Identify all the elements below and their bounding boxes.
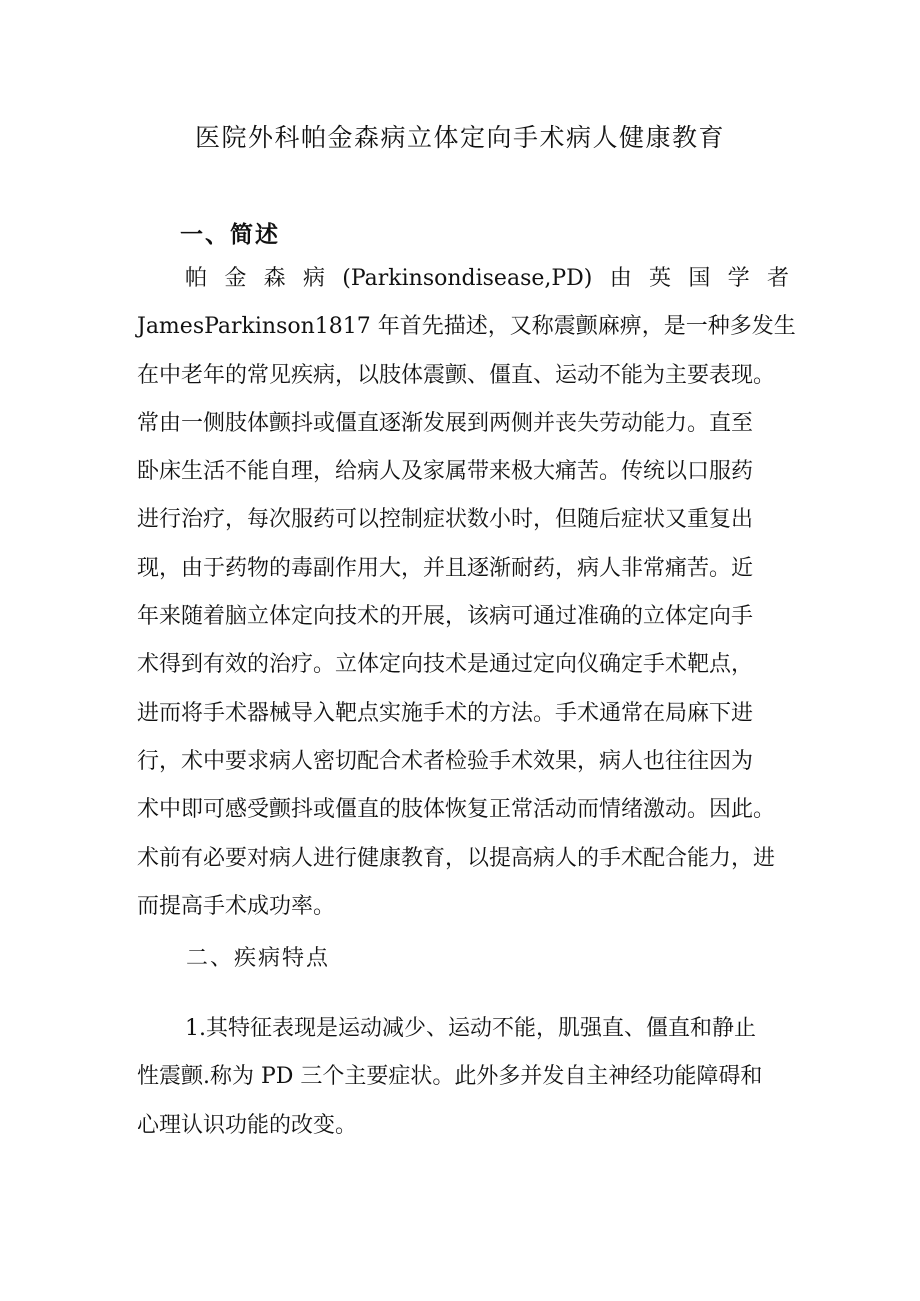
word: 国 — [688, 266, 711, 291]
overview-paragraph — [137, 255, 796, 931]
disease-features-paragraph — [137, 1005, 789, 1150]
paragraph-line: 进行治疗，每次服药可以控制症状数小时，但随后症状又重复出 — [137, 507, 754, 533]
paragraph-line: 年来随着脑立体定向技术的开展，该病可通过准确的立体定向手 — [137, 604, 754, 630]
paragraph-line: JamesParkinson1817 年首先描述，又称震颤麻痹，是一种多发生 — [137, 314, 796, 340]
word: 病 — [302, 266, 325, 291]
document-title: 医院外科帕金森病立体定向手术病人健康教育 — [194, 123, 725, 152]
paragraph-line: 术得到有效的治疗。立体定向技术是通过定向仪确定手术靶点， — [137, 652, 754, 678]
section-heading-overview: 一、简述 — [180, 222, 280, 248]
paragraph-line: 心理认识功能的改变。 — [137, 1112, 358, 1138]
paragraph-line: 术中即可感受颤抖或僵直的肢体恢复正常活动而情绪激动。因此。 — [137, 797, 776, 823]
paragraph-line: 在中老年的常见疾病，以肢体震颤、僵直、运动不能为主要表现。 — [137, 362, 776, 388]
paragraph-line: 而提高手术成功率。 — [137, 893, 336, 919]
paragraph-line: 性震颤.称为 PD 三个主要症状。此外多并发自主神经功能障碍和 — [137, 1064, 763, 1090]
word: 帕 — [185, 266, 208, 291]
paragraph-line — [137, 255, 789, 303]
paragraph-line: 现，由于药物的毒副作用大，并且逐渐耐药，病人非常痛苦。近 — [137, 555, 754, 581]
paragraph-line: 行，术中要求病人密切配合术者检验手术效果，病人也往往因为 — [137, 748, 754, 774]
word: 学 — [727, 266, 750, 291]
word: 金 — [224, 266, 247, 291]
word: (Parkinsondisease,PD) — [342, 266, 593, 291]
paragraph-line: 常由一侧肢体颤抖或僵直逐渐发展到两侧并丧失劳动能力。直至 — [137, 410, 754, 436]
paragraph-line: 卧床生活不能自理，给病人及家属带来极大痛苦。传统以口服药 — [137, 459, 754, 485]
word: 英 — [649, 266, 672, 291]
paragraph-line: 1.其特征表现是运动减少、运动不能，肌强直、僵直和静止 — [185, 1016, 756, 1041]
word: 森 — [263, 266, 286, 291]
paragraph-line: 术前有必要对病人进行健康教育，以提高病人的手术配合能力，进 — [137, 845, 776, 871]
section-heading-disease-features: 二、疾病特点 — [186, 946, 331, 971]
word: 者 — [766, 266, 789, 291]
word: 由 — [609, 266, 632, 291]
paragraph-line: 进而将手术器械导入靶点实施手术的方法。手术通常在局麻下进 — [137, 700, 754, 726]
